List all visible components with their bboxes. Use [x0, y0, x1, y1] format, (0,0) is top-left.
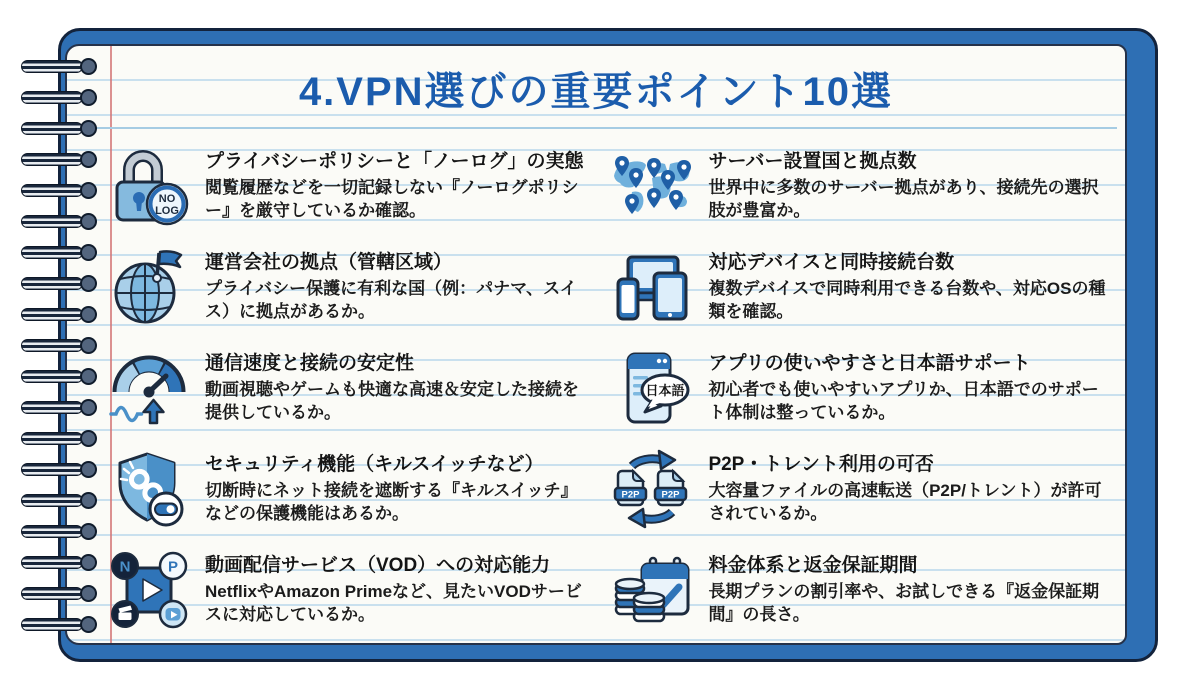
item-body: 切断時にネット接続を遮断する『キルスイッチ』などの保護機能はあるか。 — [205, 481, 578, 524]
devices-icon — [610, 245, 694, 329]
item-title: サーバー設置国と拠点数 — [708, 151, 917, 172]
spiral-coil — [21, 58, 97, 75]
notebook-page — [58, 28, 1158, 662]
spiral-coil — [21, 585, 97, 602]
shield-kill-switch-icon — [107, 447, 191, 531]
spiral-coil — [21, 89, 97, 106]
world-map-pins-icon — [610, 144, 694, 228]
item-title: 料金体系と返金保証期間 — [708, 555, 918, 576]
vod-streaming-icon — [107, 548, 191, 632]
spiral-coil — [21, 616, 97, 633]
svg-text:日本語: 日本語 — [645, 383, 685, 398]
item-title: 通信速度と接続の安定性 — [205, 353, 415, 374]
item-body: 長期プランの割引率や、お試しできる『返金保証期間』の長さ。 — [708, 582, 1100, 625]
svg-text:NO: NO — [158, 193, 176, 205]
svg-text:P: P — [167, 558, 179, 576]
coins-calendar-icon — [610, 548, 694, 632]
item-body: プライバシー保護に有利な国（例：パナマ、スイス）に拠点があるか。 — [205, 279, 577, 322]
list-item-kill-switch — [107, 438, 584, 539]
spiral-coil — [21, 399, 97, 416]
globe-flag-icon — [107, 245, 191, 329]
spiral-coil — [21, 151, 97, 168]
svg-text:LOG: LOG — [155, 205, 179, 217]
item-title: 運営会社の拠点（管轄区域） — [205, 252, 453, 273]
spiral-coil — [21, 275, 97, 292]
item-body: NetflixやAmazon Primeなど、見たいVODサービスに対応しているか。 — [205, 582, 582, 625]
svg-text:P2P: P2P — [621, 489, 640, 501]
svg-text:P2P: P2P — [661, 489, 680, 501]
list-item-jurisdiction — [107, 236, 584, 337]
spiral-coil — [21, 182, 97, 199]
paper — [65, 44, 1127, 645]
spiral-coil — [21, 337, 97, 354]
list-item-speed — [107, 337, 584, 438]
item-body: 初心者でも使いやすいアプリか、日本語でのサポート体制は整っているか。 — [708, 380, 1099, 423]
svg-text:N: N — [119, 558, 131, 576]
p2p-transfer-icon — [610, 447, 694, 531]
points-grid — [67, 129, 1125, 640]
spiral-coil — [21, 368, 97, 385]
page-title: 4.VPN選びの重要ポイント10選 — [298, 70, 894, 114]
spiral-coil — [21, 430, 97, 447]
item-title: プライバシーポリシーと「ノーログ」の実態 — [205, 151, 584, 172]
list-item-vod — [107, 539, 584, 640]
spiral-coil — [21, 492, 97, 509]
item-title: 対応デバイスと同時接続台数 — [708, 252, 955, 273]
item-title: アプリの使いやすさと日本語サポート — [708, 353, 1031, 374]
spiral-coil — [21, 554, 97, 571]
app-window-japanese-icon — [610, 346, 694, 430]
lock-no-log-icon — [107, 144, 191, 228]
item-body: 動画視聴やゲームも快適な高速＆安定した接続を提供しているか。 — [205, 380, 579, 423]
item-title: 動画配信サービス（VOD）への対応能力 — [205, 555, 551, 576]
list-item-no-log — [107, 135, 584, 236]
spiral-coil — [21, 461, 97, 478]
item-title: P2P・トレント利用の可否 — [708, 454, 934, 475]
spiral-coil — [21, 213, 97, 230]
spiral-coil — [21, 244, 97, 261]
item-title: セキュリティ機能（キルスイッチなど） — [205, 454, 544, 475]
item-body: 閲覧履歴などを一切記録しない『ノーログポリシー』を厳守しているか確認。 — [205, 178, 579, 221]
list-item-devices — [610, 236, 1107, 337]
spiral-coil — [21, 120, 97, 137]
list-item-p2p — [610, 438, 1107, 539]
speedometer-icon — [107, 346, 191, 430]
item-body: 世界中に多数のサーバー拠点があり、接続先の選択肢が豊富か。 — [708, 178, 1099, 221]
item-body: 複数デバイスで同時利用できる台数や、対応OSの種類を確認。 — [708, 279, 1106, 322]
list-item-app-japanese — [610, 337, 1107, 438]
list-item-pricing — [610, 539, 1107, 640]
spiral-coil — [21, 523, 97, 540]
item-body: 大容量ファイルの高速転送（P2P/トレント）が許可されているか。 — [708, 481, 1102, 524]
list-item-servers — [610, 135, 1107, 236]
spiral-coil — [21, 306, 97, 323]
